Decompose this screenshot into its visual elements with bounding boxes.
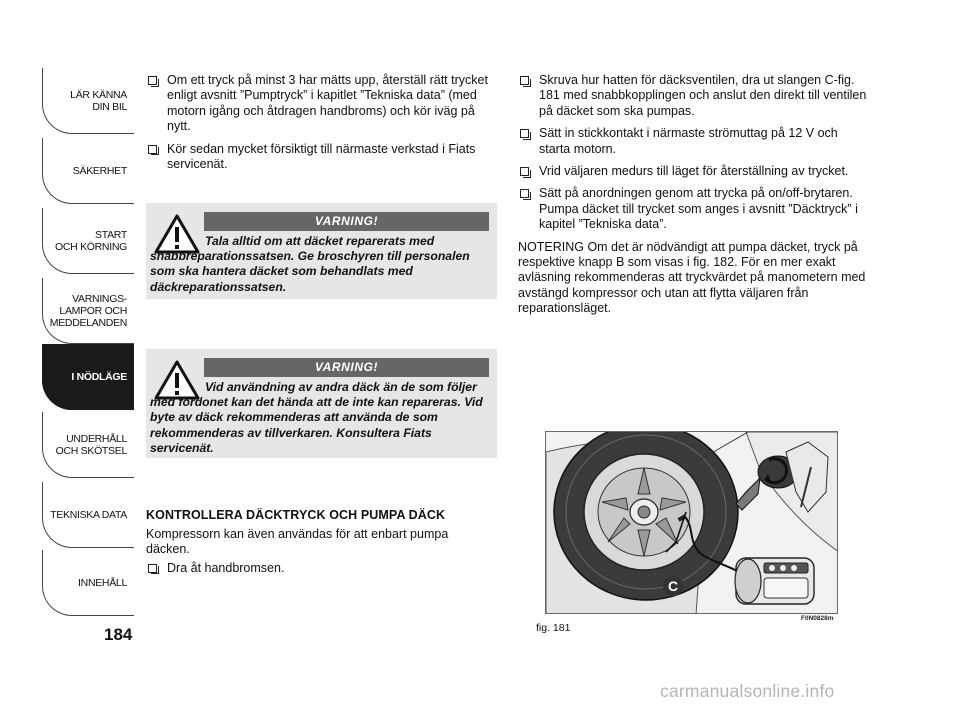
figure-tyre-compressor <box>545 431 838 614</box>
tab-innehall[interactable]: INNEHÅLL <box>42 550 134 616</box>
list-item <box>146 142 498 173</box>
checkbox-bullet-icon <box>148 564 157 573</box>
left-column-bullets <box>146 73 498 179</box>
warning-header: VARNING! <box>204 212 489 231</box>
list-item <box>518 126 870 157</box>
bullet-text: Sätt in stickkontakt i närmaste strömuttag på 12 V och starta motorn. <box>539 126 838 156</box>
bullet-text: Om ett tryck på minst 3 har mätts upp, återställ rätt trycket enligt avsnitt ”Pumptryck” i kapitlet ”Tekniska data” (med motorn igång och åtdragen handbroms) och kör iväg på nytt. <box>167 73 488 134</box>
checkbox-bullet-icon <box>520 76 529 85</box>
callout-label-c: C <box>667 578 679 594</box>
tab-varningslampor[interactable]: VARNINGS- LAMPOR OCH MEDDELANDEN <box>42 278 134 344</box>
tab-i-nodlage[interactable]: I NÖDLÄGE <box>42 344 134 410</box>
section-body <box>146 527 486 583</box>
right-column <box>518 73 870 317</box>
checkbox-bullet-icon <box>148 76 157 85</box>
bullet-text: Kör sedan mycket försiktigt till närmaste verkstad i Fiats servicenät. <box>167 141 476 172</box>
warning-text: Vid användning av andra däck än de som följer med fordonet kan det hända att de inte kan repareras. Vid byte av däck rekommenderas att använda de som rekommenderas av tillverkaren. Konsultera Fiats servicenät. <box>150 380 483 455</box>
list-item <box>518 186 870 232</box>
checkbox-bullet-icon <box>520 129 529 138</box>
warning-header: VARNING! <box>204 358 489 377</box>
warning-box <box>146 203 497 299</box>
warning-box <box>146 349 497 458</box>
watermark: carmanualsonline.info <box>660 681 835 701</box>
checkbox-bullet-icon <box>520 167 529 176</box>
warning-text: Tala alltid om att däcket reparerats med snabbreparationssatsen. Ge broschyren till personalen som ska hantera däcket som behandlats med däckreparationssatsen. <box>150 234 470 294</box>
compressor <box>735 558 814 604</box>
tab-underhall-och-skotsel[interactable]: UNDERHÅLL OCH SKÖTSEL <box>42 412 134 478</box>
bullet-text: Skruva hur hatten för däcksventilen, dra ut slangen C-fig. 181 med snabbkopplingen och anslut den direkt till ventilen på däcket som ska pumpas. <box>539 73 867 118</box>
tab-lar-kanna-din-bil[interactable]: LÄR KÄNNA DIN BIL <box>42 68 134 134</box>
checkbox-bullet-icon <box>520 189 529 198</box>
section-heading: KONTROLLERA DÄCKTRYCK OCH PUMPA DÄCK <box>146 508 446 522</box>
figure-code: F0N0828m <box>801 615 834 622</box>
checkbox-bullet-icon <box>148 145 157 154</box>
note-paragraph: NOTERING Om det är nödvändigt att pumpa däcket, tryck på respektive knapp B som visas i fig. 182. För en mer exakt avläsning rekommenderas att tryckvärdet på manometern med avstängd kompressor och utan att flytta väljaren från reparationsläget. <box>518 239 866 316</box>
bullet-text: Vrid väljaren medurs till läget för återställning av trycket. <box>539 164 849 179</box>
tyre-compressor-illustration <box>546 432 838 614</box>
list-item <box>518 164 870 179</box>
list-item <box>146 73 498 135</box>
bullet-text: Sätt på anordningen genom att trycka på on/off-brytaren. Pumpa däcket till trycket som anges i avsnitt ”Däcktryck” i kapitel ”Tekniska data”. <box>539 186 858 232</box>
page-number: 184 <box>104 625 133 644</box>
list-item <box>146 561 486 576</box>
list-item <box>518 73 870 119</box>
tab-sakerhet[interactable]: SÄKERHET <box>42 138 134 204</box>
tab-tekniska-data[interactable]: TEKNISKA DATA <box>42 482 134 548</box>
tab-start-och-korning[interactable]: START OCH KÖRNING <box>42 208 134 274</box>
section-paragraph: Kompressorn kan även användas för att enbart pumpa däcken. <box>146 527 449 557</box>
figure-caption: fig. 181 <box>536 622 571 634</box>
bullet-text: Dra åt handbromsen. <box>167 560 285 575</box>
